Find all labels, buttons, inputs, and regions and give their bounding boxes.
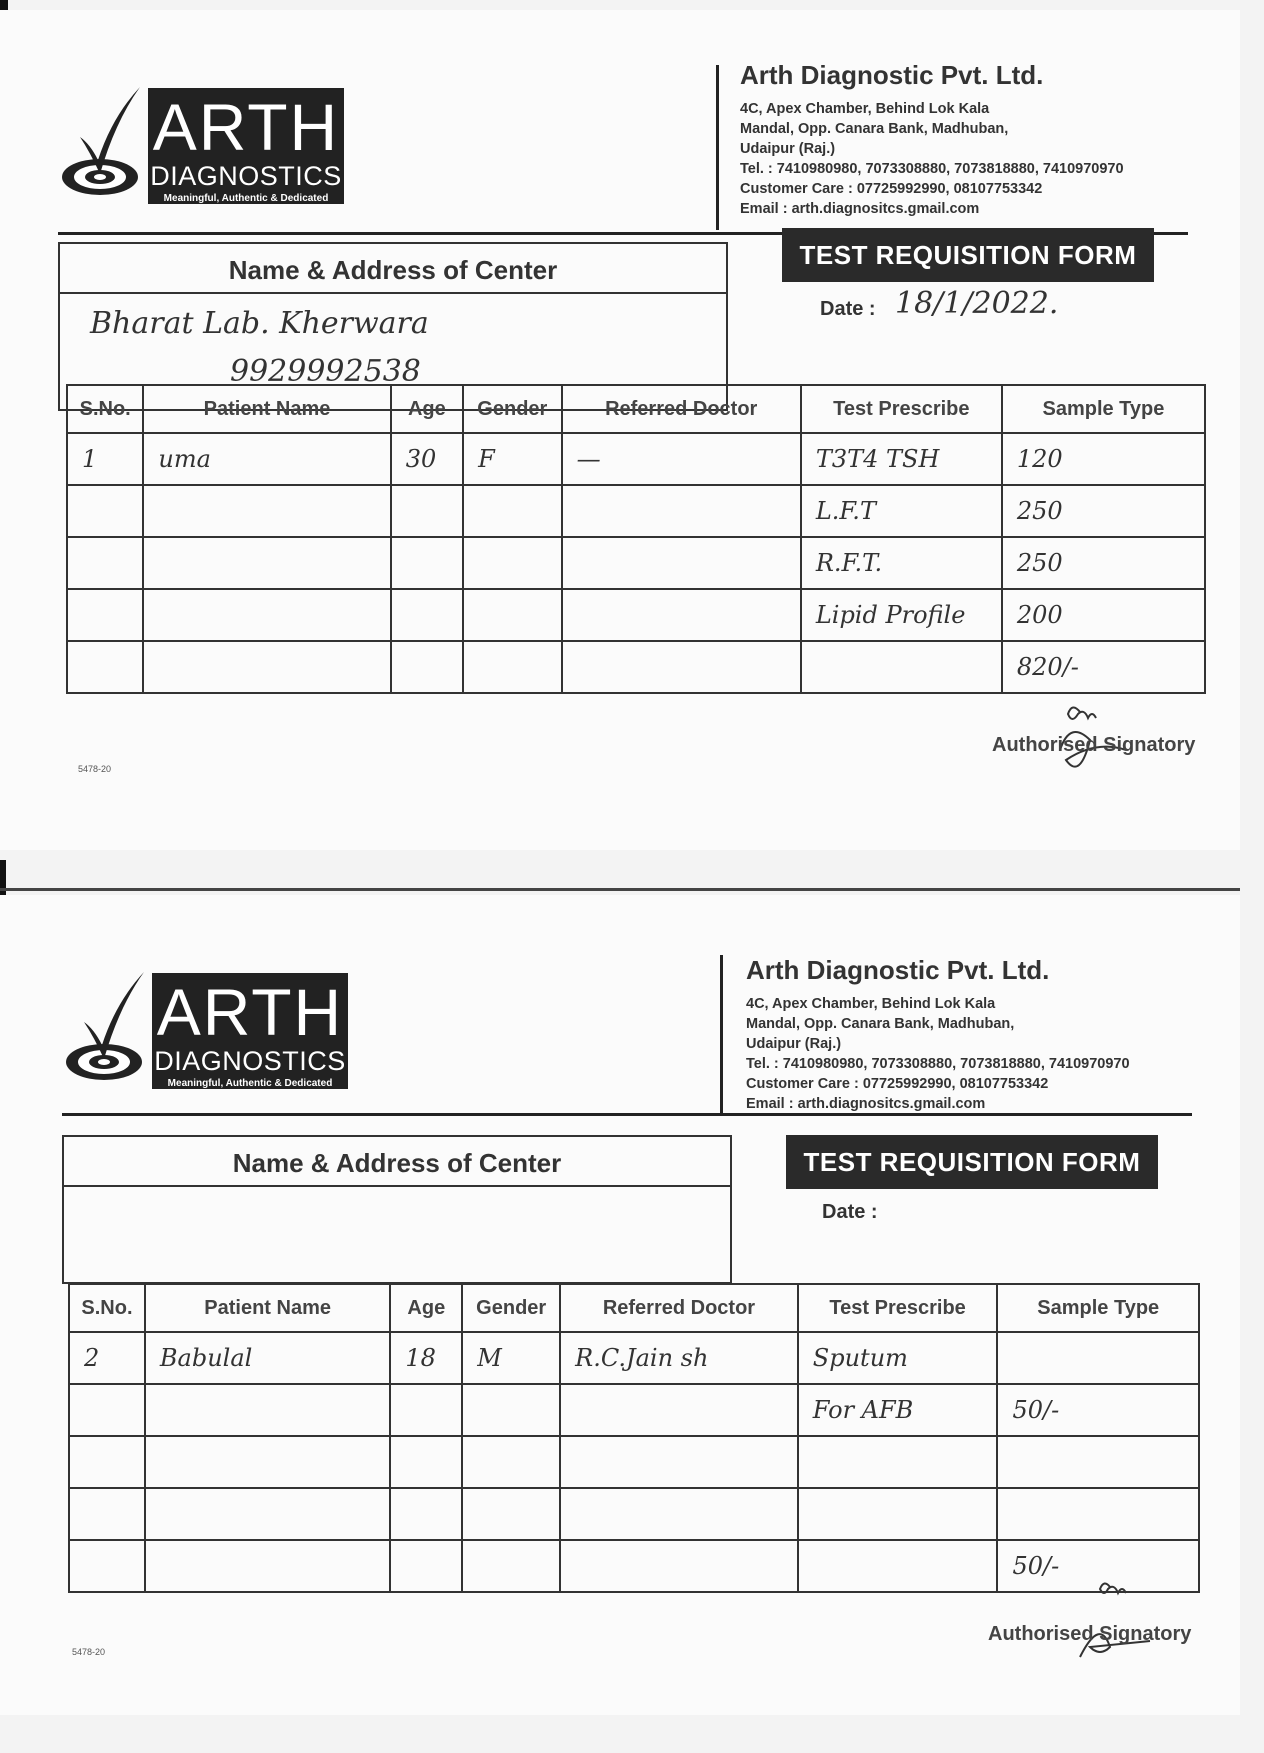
cell-test (798, 1436, 998, 1488)
table-row (67, 433, 1205, 485)
cell-gender (462, 1384, 560, 1436)
table-row (67, 537, 1205, 589)
table-row (69, 1488, 1199, 1540)
cell-sample-total: 50/- (997, 1540, 1199, 1592)
col-sample-type: Sample Type (1002, 385, 1205, 433)
cell-test: T3T4 TSH (801, 433, 1002, 485)
col-sno: S.No. (67, 385, 143, 433)
cell-referred-doctor: — (562, 433, 801, 485)
cell-gender (463, 485, 562, 537)
cell-age (390, 1436, 462, 1488)
cell-test: R.F.T. (801, 537, 1002, 589)
company-address-line: 4C, Apex Chamber, Behind Lok Kala (746, 996, 996, 1012)
logo-wordmark (152, 973, 348, 1089)
requisition-form-1 (0, 10, 1240, 850)
date-label: Date : (820, 298, 876, 320)
cell-test: For AFB (798, 1384, 998, 1436)
center-heading: Name & Address of Center (64, 1137, 730, 1187)
col-sno: S.No. (69, 1284, 145, 1332)
logo-wordmark (148, 88, 344, 204)
cell-age (390, 1540, 462, 1592)
center-name: Bharat Lab. Kherwara (90, 306, 429, 341)
company-email: Email : arth.diagnositcs.gmail.com (740, 201, 980, 217)
patient-table (66, 384, 1206, 694)
cell-gender: F (463, 433, 562, 485)
cell-patient-name (145, 1436, 390, 1488)
col-test-prescribe: Test Prescribe (801, 385, 1002, 433)
logo-diagnostics: DIAGNOSTICS (154, 1046, 346, 1076)
cell-referred-doctor (562, 485, 801, 537)
table-row (67, 641, 1205, 693)
company-address-line: 4C, Apex Chamber, Behind Lok Kala (740, 101, 990, 117)
company-logo (60, 82, 360, 212)
cell-patient-name (143, 485, 390, 537)
company-address-line: Udaipur (Raj.) (740, 141, 836, 157)
cell-test (798, 1488, 998, 1540)
header-rule (62, 1113, 1192, 1116)
cell-referred-doctor (562, 537, 801, 589)
company-address-line: Mandal, Opp. Canara Bank, Madhuban, (740, 121, 1009, 137)
cell-referred-doctor (560, 1384, 798, 1436)
cell-test: Sputum (798, 1332, 998, 1384)
scan-line (0, 888, 1240, 891)
cell-gender (463, 537, 562, 589)
logo-tagline: Meaningful, Authentic & Dedicated (167, 1078, 333, 1089)
cell-sno: 2 (69, 1332, 145, 1384)
cell-test (801, 641, 1002, 693)
table-row (69, 1436, 1199, 1488)
cell-sample (997, 1436, 1199, 1488)
col-referred-doctor: Referred Doctor (560, 1284, 798, 1332)
cell-age: 30 (391, 433, 463, 485)
cell-referred-doctor (562, 589, 801, 641)
logo-diagnostics: DIAGNOSTICS (150, 161, 342, 191)
col-gender: Gender (463, 385, 562, 433)
center-phone: 9929992538 (230, 354, 421, 389)
cell-gender (462, 1540, 560, 1592)
center-address-box (62, 1135, 732, 1284)
col-patient-name: Patient Name (145, 1284, 390, 1332)
patient-table (68, 1283, 1200, 1593)
cell-sample: 250 (1002, 537, 1205, 589)
cell-referred-doctor (562, 641, 801, 693)
col-patient-name: Patient Name (143, 385, 390, 433)
cell-patient-name (145, 1540, 390, 1592)
cell-sno (69, 1436, 145, 1488)
company-phone: Tel. : 7410980980, 7073308880, 7073818880, 7410970970 (746, 1056, 1130, 1072)
form-code: 5478-20 (72, 1647, 106, 1657)
col-age: Age (391, 385, 463, 433)
cell-sno: 1 (67, 433, 143, 485)
cell-referred-doctor (560, 1540, 798, 1592)
handwritten-signature (1040, 1567, 1160, 1677)
table-row (69, 1540, 1199, 1592)
header-divider (720, 955, 723, 1113)
cell-sno (69, 1488, 145, 1540)
cell-sample-total: 820/- (1002, 641, 1205, 693)
company-customer-care: Customer Care : 07725992990, 08107753342 (740, 181, 1043, 197)
date-label: Date : (822, 1201, 878, 1223)
cell-age (390, 1488, 462, 1540)
logo-arth: ARTH (152, 90, 340, 164)
company-info (746, 955, 1206, 1114)
cell-sample: 250 (1002, 485, 1205, 537)
company-name: Arth Diagnostic Pvt. Ltd. (740, 60, 1044, 90)
cell-gender (463, 589, 562, 641)
form-code: 5478-20 (78, 764, 112, 774)
cell-age (391, 641, 463, 693)
cell-test (798, 1540, 998, 1592)
cell-sample: 120 (1002, 433, 1205, 485)
cell-gender (463, 641, 562, 693)
col-gender: Gender (462, 1284, 560, 1332)
form-title: TEST REQUISITION FORM (782, 228, 1154, 282)
cell-age (390, 1384, 462, 1436)
target-check-icon (60, 82, 150, 212)
cell-sample (997, 1332, 1199, 1384)
cell-sno (67, 485, 143, 537)
company-customer-care: Customer Care : 07725992990, 08107753342 (746, 1076, 1049, 1092)
col-test-prescribe: Test Prescribe (798, 1284, 998, 1332)
cell-sample (997, 1488, 1199, 1540)
cell-gender: M (462, 1332, 560, 1384)
cell-sno (67, 537, 143, 589)
cell-patient-name (143, 537, 390, 589)
authorised-signatory-label: Authorised Signatory (988, 1623, 1192, 1645)
table-header-row (69, 1284, 1199, 1332)
table-row (67, 485, 1205, 537)
company-name: Arth Diagnostic Pvt. Ltd. (746, 955, 1050, 985)
logo-tagline: Meaningful, Authentic & Dedicated (163, 193, 329, 204)
cell-age: 18 (390, 1332, 462, 1384)
cell-patient-name: Babulal (145, 1332, 390, 1384)
cell-patient-name (143, 641, 390, 693)
cell-patient-name (145, 1384, 390, 1436)
table-header-row (67, 385, 1205, 433)
cell-gender (462, 1436, 560, 1488)
cell-referred-doctor (560, 1436, 798, 1488)
cell-patient-name (143, 589, 390, 641)
col-sample-type: Sample Type (997, 1284, 1199, 1332)
logo-arth: ARTH (156, 975, 344, 1049)
cell-gender (462, 1488, 560, 1540)
cell-age (391, 485, 463, 537)
cell-patient-name (145, 1488, 390, 1540)
cell-test: L.F.T (801, 485, 1002, 537)
cell-sno (67, 641, 143, 693)
cell-sno (69, 1384, 145, 1436)
cell-sno (67, 589, 143, 641)
table-row (67, 589, 1205, 641)
col-referred-doctor: Referred Doctor (562, 385, 801, 433)
cell-test: Lipid Profile (801, 589, 1002, 641)
company-info (740, 60, 1200, 219)
center-heading: Name & Address of Center (60, 244, 726, 294)
company-address-line: Udaipur (Raj.) (746, 1036, 842, 1052)
company-logo (64, 967, 364, 1097)
requisition-form-2 (0, 895, 1240, 1715)
cell-age (391, 537, 463, 589)
cell-sno (69, 1540, 145, 1592)
table-row (69, 1384, 1199, 1436)
table-row (69, 1332, 1199, 1384)
company-phone: Tel. : 7410980980, 7073308880, 7073818880, 7410970970 (740, 161, 1124, 177)
company-email: Email : arth.diagnositcs.gmail.com (746, 1096, 986, 1112)
cell-age (391, 589, 463, 641)
authorised-signatory-label: Authorised Signatory (992, 734, 1196, 756)
cell-referred-doctor (560, 1488, 798, 1540)
target-check-icon (64, 967, 154, 1097)
date-value: 18/1/2022. (895, 286, 1059, 321)
cell-referred-doctor: R.C.Jain sh (560, 1332, 798, 1384)
cell-sample: 200 (1002, 589, 1205, 641)
col-age: Age (390, 1284, 462, 1332)
header-divider (716, 65, 719, 230)
cell-patient-name: uma (143, 433, 390, 485)
form-title: TEST REQUISITION FORM (786, 1135, 1158, 1189)
cell-sample: 50/- (997, 1384, 1199, 1436)
company-address-line: Mandal, Opp. Canara Bank, Madhuban, (746, 1016, 1015, 1032)
